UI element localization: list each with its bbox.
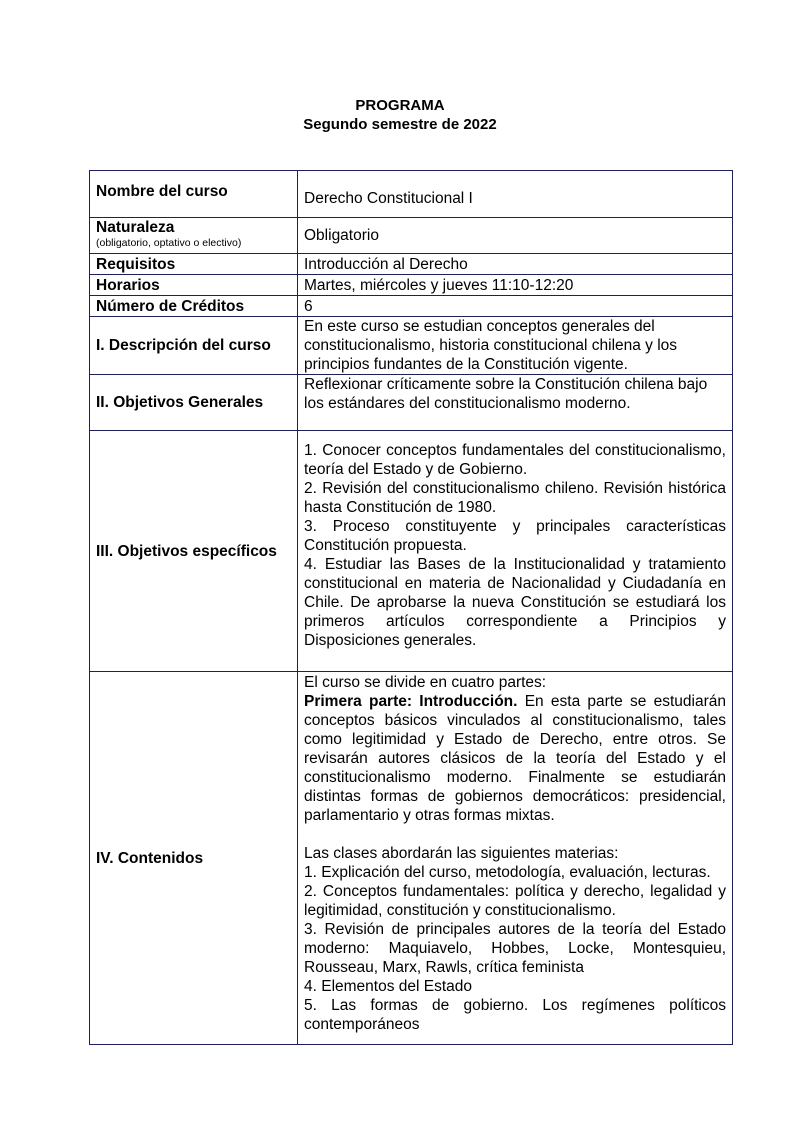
- classes-intro: Las clases abordarán las siguientes materias:: [304, 845, 619, 862]
- table-row-nature: [90, 218, 733, 254]
- table-row-specific-objectives: [90, 431, 733, 672]
- schedule-value: Martes, miércoles y jueves 11:10-12:20: [298, 275, 733, 296]
- nature-value: Obligatorio: [298, 218, 733, 254]
- table-row-credits: [90, 296, 733, 317]
- table-row-schedule: [90, 275, 733, 296]
- requirements-value: Introducción al Derecho: [298, 254, 733, 275]
- credits-value: 6: [298, 296, 733, 317]
- general-objectives-label: II. Objetivos Generales: [90, 375, 298, 431]
- specific-objectives-label: III. Objetivos específicos: [90, 431, 298, 672]
- schedule-label: Horarios: [90, 275, 298, 296]
- specific-objective-item: 1. Conocer conceptos fundamentales del constitucionalismo, teoría del Estado y de Gobierno.: [304, 441, 726, 478]
- nature-note: (obligatorio, optativo o electivo): [96, 237, 242, 249]
- contents-label: IV. Contenidos: [90, 672, 298, 1045]
- table-row-requirements: [90, 254, 733, 275]
- nature-label-cell: [90, 218, 298, 254]
- contents-item: 3. Revisión de principales autores de la teoría del Estado moderno: Maquiavelo, Hobbes, Locke, Montesquieu, Rousseau, Marx, Rawls, crítica feminista: [304, 921, 726, 976]
- requirements-label: Requisitos: [90, 254, 298, 275]
- specific-objective-item: 4. Estudiar las Bases de la Institucionalidad y tratamiento constitucional en materia de Nacionalidad y Ciudadanía en Chile. De aprobarse la nueva Constitución se estudiará los primeros artículos correspondiente a Principios y Disposiciones generales.: [304, 555, 726, 649]
- description-label: I. Descripción del curso: [90, 317, 298, 375]
- specific-objective-item: 2. Revisión del constitucionalismo chileno. Revisión histórica hasta Constitución de 1980.: [304, 479, 726, 516]
- contents-item: 2. Conceptos fundamentales: política y derecho, legalidad y legitimidad, constitución y constitucionalismo.: [304, 883, 726, 919]
- table-row-general-objectives: [90, 375, 733, 431]
- contents-item: 5. Las formas de gobierno. Los regímenes políticos contemporáneos: [304, 997, 726, 1033]
- nature-label: Naturaleza: [96, 219, 175, 236]
- part-one-text: En esta parte se estudiarán conceptos básicos vinculados al constitucionalismo, tales como legitimidad y Estado de Derecho, entre otros. Se revisarán autores clásicos de la teoría del Estado y el constitucionalismo moderno. Finalmente se estudiarán distintas formas de gobiernos democráticos: presidencial, parlamentario y otras formas mixtas.: [304, 693, 727, 824]
- contents-item: 4. Elementos del Estado: [304, 978, 473, 995]
- description-value: En este curso se estudian conceptos generales del constitucionalismo, historia constitucional chilena y los principios fundantes de la Constitución vigente.: [298, 317, 733, 375]
- spacer: [304, 825, 726, 844]
- contents-part-one: [304, 692, 726, 825]
- course-name-value: Derecho Constitucional I: [298, 171, 733, 218]
- table-row-course-name: [90, 171, 733, 218]
- contents-intro: El curso se divide en cuatro partes:: [304, 674, 547, 691]
- specific-objective-item: 3. Proceso constituyente y principales características Constitución propuesta.: [304, 517, 726, 554]
- document-header: [0, 96, 800, 134]
- contents-value: [298, 672, 733, 1045]
- general-objectives-value: Reflexionar críticamente sobre la Constitución chilena bajo los estándares del constitucionalismo moderno.: [298, 375, 733, 431]
- credits-label: Número de Créditos: [90, 296, 298, 317]
- syllabus-table: [89, 170, 733, 1045]
- course-name-label: Nombre del curso: [90, 171, 298, 218]
- part-one-title: Primera parte: Introducción.: [304, 693, 518, 710]
- document-subtitle: Segundo semestre de 2022: [303, 116, 497, 133]
- specific-objectives-value: [298, 431, 733, 672]
- contents-item: 1. Explicación del curso, metodología, evaluación, lecturas.: [304, 864, 711, 881]
- table-row-contents: [90, 672, 733, 1045]
- table-row-description: [90, 317, 733, 375]
- document-title: PROGRAMA: [355, 97, 445, 114]
